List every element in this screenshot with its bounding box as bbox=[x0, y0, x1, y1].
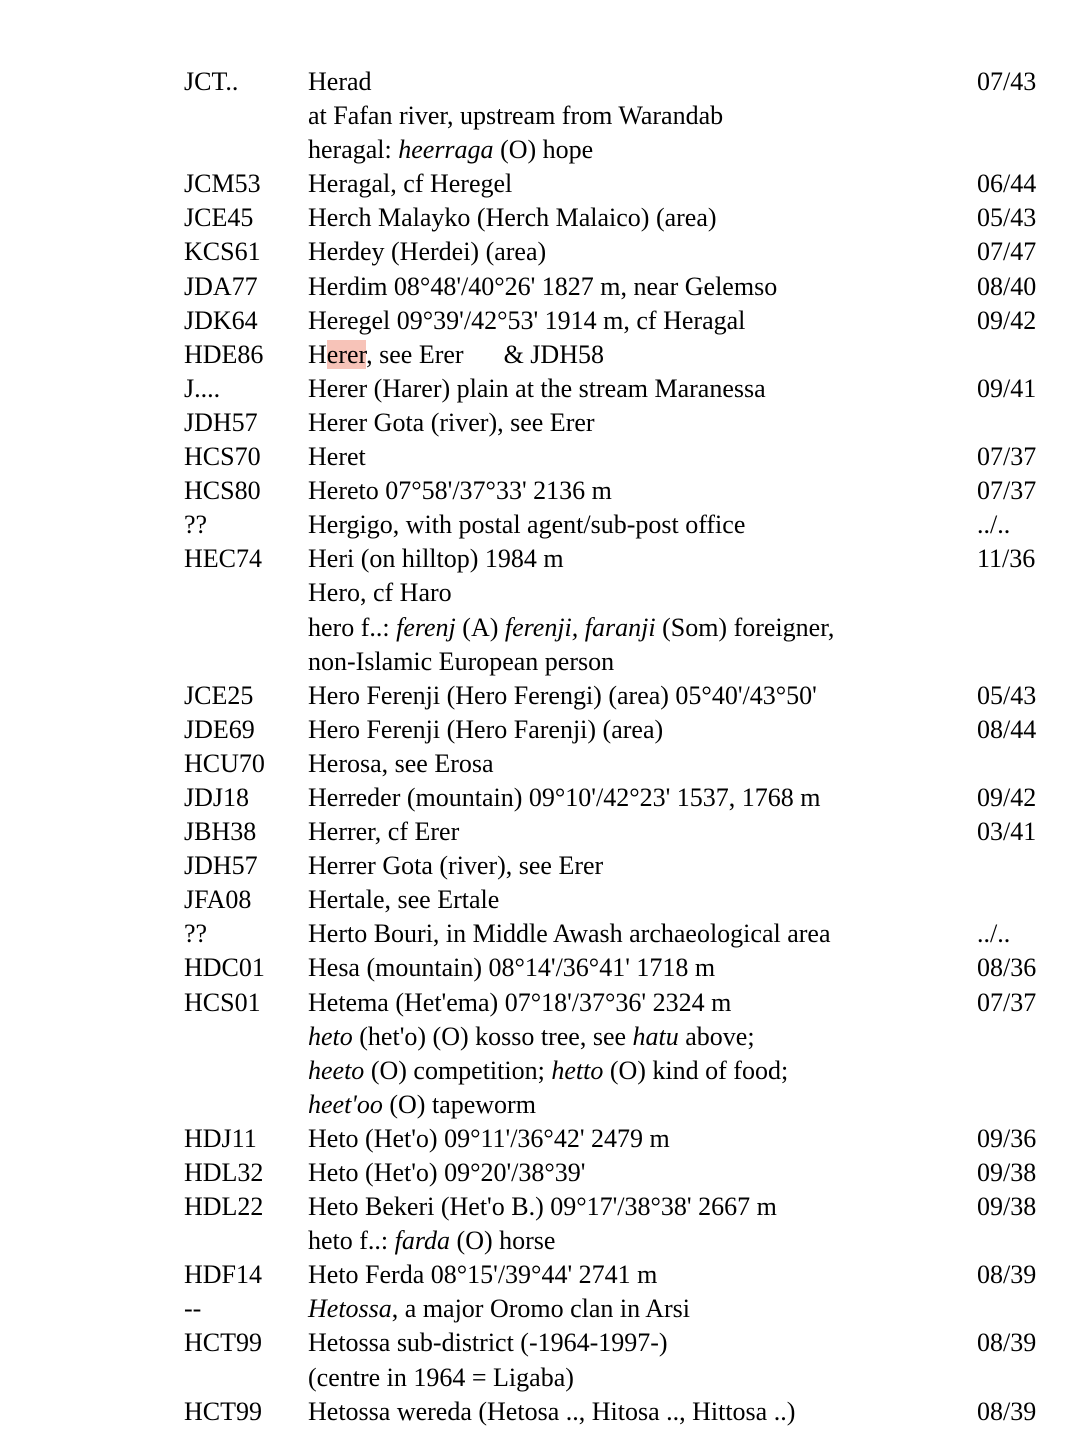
entry-row bbox=[0, 338, 1070, 372]
entry-row bbox=[0, 1122, 1070, 1156]
entry-map-code: JDJ18 bbox=[184, 782, 250, 812]
entry-text-segment: Hetossa bbox=[308, 1294, 392, 1324]
entry-date: 03/41 bbox=[977, 817, 1037, 847]
entry-text-segment: heeto bbox=[308, 1055, 365, 1085]
entry-date: 08/40 bbox=[977, 271, 1037, 301]
entry-text-segment: (O) kind of food; bbox=[603, 1055, 789, 1085]
entry-date: 11/36 bbox=[977, 544, 1036, 574]
entry-map-code: JDK64 bbox=[184, 305, 258, 335]
entry-date: 09/38 bbox=[977, 1192, 1037, 1222]
entry-map-code: JDE69 bbox=[184, 714, 255, 744]
entry-text-segment: (O) tapeworm bbox=[382, 1089, 536, 1119]
entry-date: 08/44 bbox=[977, 714, 1037, 744]
entry-map-code: HCT99 bbox=[184, 1396, 262, 1426]
entry-text-segment: hatu bbox=[632, 1021, 679, 1051]
entry-date: 08/36 bbox=[977, 953, 1037, 983]
entry-text: Heto Ferda 08°15'/39°44' 2741 m bbox=[308, 1260, 658, 1290]
entry-text-segment: (A) bbox=[455, 612, 505, 642]
entry-text: non-Islamic European person bbox=[308, 646, 615, 676]
entry-text: Herrer, cf Erer bbox=[308, 817, 460, 847]
entry-date: 09/42 bbox=[977, 305, 1037, 335]
entry-text bbox=[308, 1088, 536, 1122]
entry-text-segment: heet'oo bbox=[308, 1089, 383, 1119]
entry-text-segment: H bbox=[308, 339, 327, 369]
entry-text-segment: ferenji, faranji bbox=[504, 612, 656, 642]
entry-map-code: JDA77 bbox=[184, 271, 258, 301]
entry-row bbox=[0, 747, 1070, 781]
entry-text-segment: (het'o) (O) kosso tree, see bbox=[352, 1021, 633, 1051]
entry-text: Heret bbox=[308, 442, 366, 472]
entry-row bbox=[0, 304, 1070, 338]
entry-text-segment: heragal: bbox=[308, 135, 399, 165]
entry-text: Hereto 07°58'/37°33' 2136 m bbox=[308, 476, 612, 506]
entry-date: 07/37 bbox=[977, 987, 1037, 1017]
entry-row bbox=[0, 1156, 1070, 1190]
entry-text-segment: farda bbox=[394, 1226, 451, 1256]
entry-row bbox=[0, 372, 1070, 406]
entry-map-code: JCM53 bbox=[184, 169, 261, 199]
entry-text: (centre in 1964 = Ligaba) bbox=[308, 1362, 574, 1392]
entry-date: 08/39 bbox=[977, 1260, 1037, 1290]
entry-map-code: HCS70 bbox=[184, 442, 261, 472]
entry-map-code: HCS01 bbox=[184, 987, 261, 1017]
entry-text: Herreder (mountain) 09°10'/42°23' 1537, 1768 m bbox=[308, 782, 821, 812]
entry-text-segment: (O) hope bbox=[493, 135, 594, 165]
entry-row bbox=[0, 611, 1070, 645]
entry-date: ../.. bbox=[977, 510, 1011, 540]
entry-row bbox=[0, 645, 1070, 679]
entry-text-segment: (O) horse bbox=[450, 1226, 556, 1256]
entry-date: 05/43 bbox=[977, 203, 1037, 233]
entry-text-segment: , see Erer bbox=[366, 339, 464, 369]
entry-map-code: ?? bbox=[184, 919, 208, 949]
entry-date: 06/44 bbox=[977, 169, 1037, 199]
entry-map-code: HDF14 bbox=[184, 1260, 263, 1290]
entry-row bbox=[0, 201, 1070, 235]
entry-text-segment: heto bbox=[308, 1021, 353, 1051]
entry-row bbox=[0, 679, 1070, 713]
entry-map-code: HDL32 bbox=[184, 1158, 264, 1187]
entry-row bbox=[0, 440, 1070, 474]
entry-text-segment: & JDH58 bbox=[503, 339, 604, 369]
entry-text: Hetossa wereda (Hetosa .., Hitosa .., Hittosa ..) bbox=[308, 1396, 796, 1426]
entry-map-code: JCE45 bbox=[184, 203, 254, 233]
entry-row bbox=[0, 1190, 1070, 1224]
entry-date: ../.. bbox=[977, 919, 1011, 949]
entry-text bbox=[308, 133, 593, 167]
entry-date: 08/39 bbox=[977, 1396, 1037, 1426]
entry-text: Hertale, see Ertale bbox=[308, 885, 500, 915]
entry-text: Herer (Harer) plain at the stream Maranessa bbox=[308, 373, 766, 403]
entry-row bbox=[0, 133, 1070, 167]
entry-map-code: ?? bbox=[184, 510, 208, 540]
entry-map-code: HEC74 bbox=[184, 544, 262, 574]
entry-text: Heri (on hilltop) 1984 m bbox=[308, 544, 564, 574]
entry-map-code: HDL22 bbox=[184, 1192, 264, 1222]
entry-text: Herch Malayko (Herch Malaico) (area) bbox=[308, 203, 717, 233]
entry-date: 09/36 bbox=[977, 1123, 1037, 1153]
entry-row bbox=[0, 781, 1070, 815]
entry-date: 07/43 bbox=[977, 67, 1037, 96]
entry-date: 07/37 bbox=[977, 476, 1037, 506]
entry-map-code: JCE25 bbox=[184, 680, 254, 710]
entry-text bbox=[308, 1054, 788, 1088]
entry-row bbox=[0, 406, 1070, 440]
entry-row bbox=[0, 815, 1070, 849]
entry-text-segment: hetto bbox=[551, 1055, 604, 1085]
entry-text: Heto Bekeri (Het'o B.) 09°17'/38°38' 2667 m bbox=[308, 1192, 777, 1222]
entry-date: 08/39 bbox=[977, 1328, 1037, 1358]
entry-date: 07/47 bbox=[977, 237, 1037, 267]
entry-text: Herad bbox=[308, 67, 372, 96]
entry-text: Herto Bouri, in Middle Awash archaeological area bbox=[308, 919, 831, 949]
entry-row bbox=[0, 917, 1070, 951]
entry-text: at Fafan river, upstream from Warandab bbox=[308, 101, 724, 131]
entry-map-code: HCT99 bbox=[184, 1328, 262, 1358]
entry-row bbox=[0, 713, 1070, 747]
entry-row bbox=[0, 1224, 1070, 1258]
entry-map-code: JBH38 bbox=[184, 817, 257, 847]
entry-map-code: KCS61 bbox=[184, 237, 261, 267]
entry-date: 07/37 bbox=[977, 442, 1037, 472]
entry-text-segment: (O) competition; bbox=[364, 1055, 552, 1085]
entry-text: Heregel 09°39'/42°53' 1914 m, cf Heragal bbox=[308, 305, 746, 335]
entry-row bbox=[0, 235, 1070, 269]
entry-text: Heto (Het'o) 09°11'/36°42' 2479 m bbox=[308, 1123, 670, 1153]
entry-text: Hesa (mountain) 08°14'/36°41' 1718 m bbox=[308, 953, 716, 983]
entry-date: 09/41 bbox=[977, 373, 1037, 403]
entry-row bbox=[0, 508, 1070, 542]
entry-row bbox=[0, 883, 1070, 917]
entry-row bbox=[0, 576, 1070, 610]
entry-map-code: HDC01 bbox=[184, 953, 265, 983]
entry-text: Herer Gota (river), see Erer bbox=[308, 407, 595, 437]
entry-text-segment: above; bbox=[678, 1021, 755, 1051]
entry-map-code: HDJ11 bbox=[184, 1123, 257, 1153]
entry-text-segment: (Som) foreigner, bbox=[655, 612, 835, 642]
entry-map-code: -- bbox=[184, 1294, 202, 1324]
entry-row bbox=[0, 99, 1070, 133]
entry-row bbox=[0, 1326, 1070, 1360]
entry-text: Herdim 08°48'/40°26' 1827 m, near Gelemso bbox=[308, 271, 778, 301]
entry-map-code: JDH57 bbox=[184, 851, 258, 881]
entry-text-segment: heerraga bbox=[398, 135, 494, 165]
entry-map-code: J.... bbox=[184, 373, 221, 403]
entry-map-code: HCS80 bbox=[184, 476, 261, 506]
entry-text bbox=[308, 1292, 690, 1326]
entry-row bbox=[0, 1292, 1070, 1326]
entry-map-code: HCU70 bbox=[184, 748, 265, 778]
entry-row bbox=[0, 951, 1070, 985]
entry-row bbox=[0, 1088, 1070, 1122]
entry-row bbox=[0, 167, 1070, 201]
entry-text: Hero, cf Haro bbox=[308, 578, 452, 608]
entry-text-segment: ferenj bbox=[396, 612, 456, 642]
entry-row bbox=[0, 986, 1070, 1020]
search-highlight: erer bbox=[326, 339, 367, 369]
entry-row bbox=[0, 1054, 1070, 1088]
entry-text: Heto (Het'o) 09°20'/38°39' bbox=[308, 1158, 586, 1187]
entry-date: 09/38 bbox=[977, 1158, 1037, 1187]
entry-text bbox=[308, 1020, 755, 1054]
entry-text: Hero Ferenji (Hero Farenji) (area) bbox=[308, 714, 664, 744]
entry-date: 09/42 bbox=[977, 782, 1037, 812]
entry-row bbox=[0, 849, 1070, 883]
entry-row bbox=[0, 270, 1070, 304]
entry-text: Herrer Gota (river), see Erer bbox=[308, 851, 604, 881]
entry-text: Hergigo, with postal agent/sub-post office bbox=[308, 510, 746, 540]
entry-text: Hero Ferenji (Hero Ferengi) (area) 05°40'/43°50' bbox=[308, 680, 817, 710]
entry-text: Hetossa sub-district (-1964-1997-) bbox=[308, 1328, 668, 1358]
entry-text-segment: heto f..: bbox=[308, 1226, 395, 1256]
entry-text-segment: , a major Oromo clan in Arsi bbox=[391, 1294, 690, 1324]
entry-text: Herosa, see Erosa bbox=[308, 748, 494, 778]
entry-row bbox=[0, 474, 1070, 508]
entry-row bbox=[0, 1258, 1070, 1292]
entry-row bbox=[0, 542, 1070, 576]
entry-row bbox=[0, 65, 1070, 99]
entry-date: 05/43 bbox=[977, 680, 1037, 710]
entry-map-code: JDH57 bbox=[184, 407, 258, 437]
entry-text-segment: hero f..: bbox=[308, 612, 397, 642]
entry-map-code: JFA08 bbox=[184, 885, 252, 915]
entry-map-code: HDE86 bbox=[184, 339, 264, 369]
entry-text: Hetema (Het'ema) 07°18'/37°36' 2324 m bbox=[308, 987, 732, 1017]
entry-row bbox=[0, 1361, 1070, 1395]
entry-text bbox=[308, 338, 604, 372]
entry-row bbox=[0, 1020, 1070, 1054]
entry-text bbox=[308, 611, 834, 645]
entry-text: Herdey (Herdei) (area) bbox=[308, 237, 547, 267]
entry-row bbox=[0, 1395, 1070, 1429]
entry-map-code: JCT.. bbox=[184, 67, 239, 96]
entry-text: Heragal, cf Heregel bbox=[308, 169, 513, 199]
entry-text bbox=[308, 1224, 555, 1258]
gazetteer-page bbox=[0, 65, 1070, 1429]
